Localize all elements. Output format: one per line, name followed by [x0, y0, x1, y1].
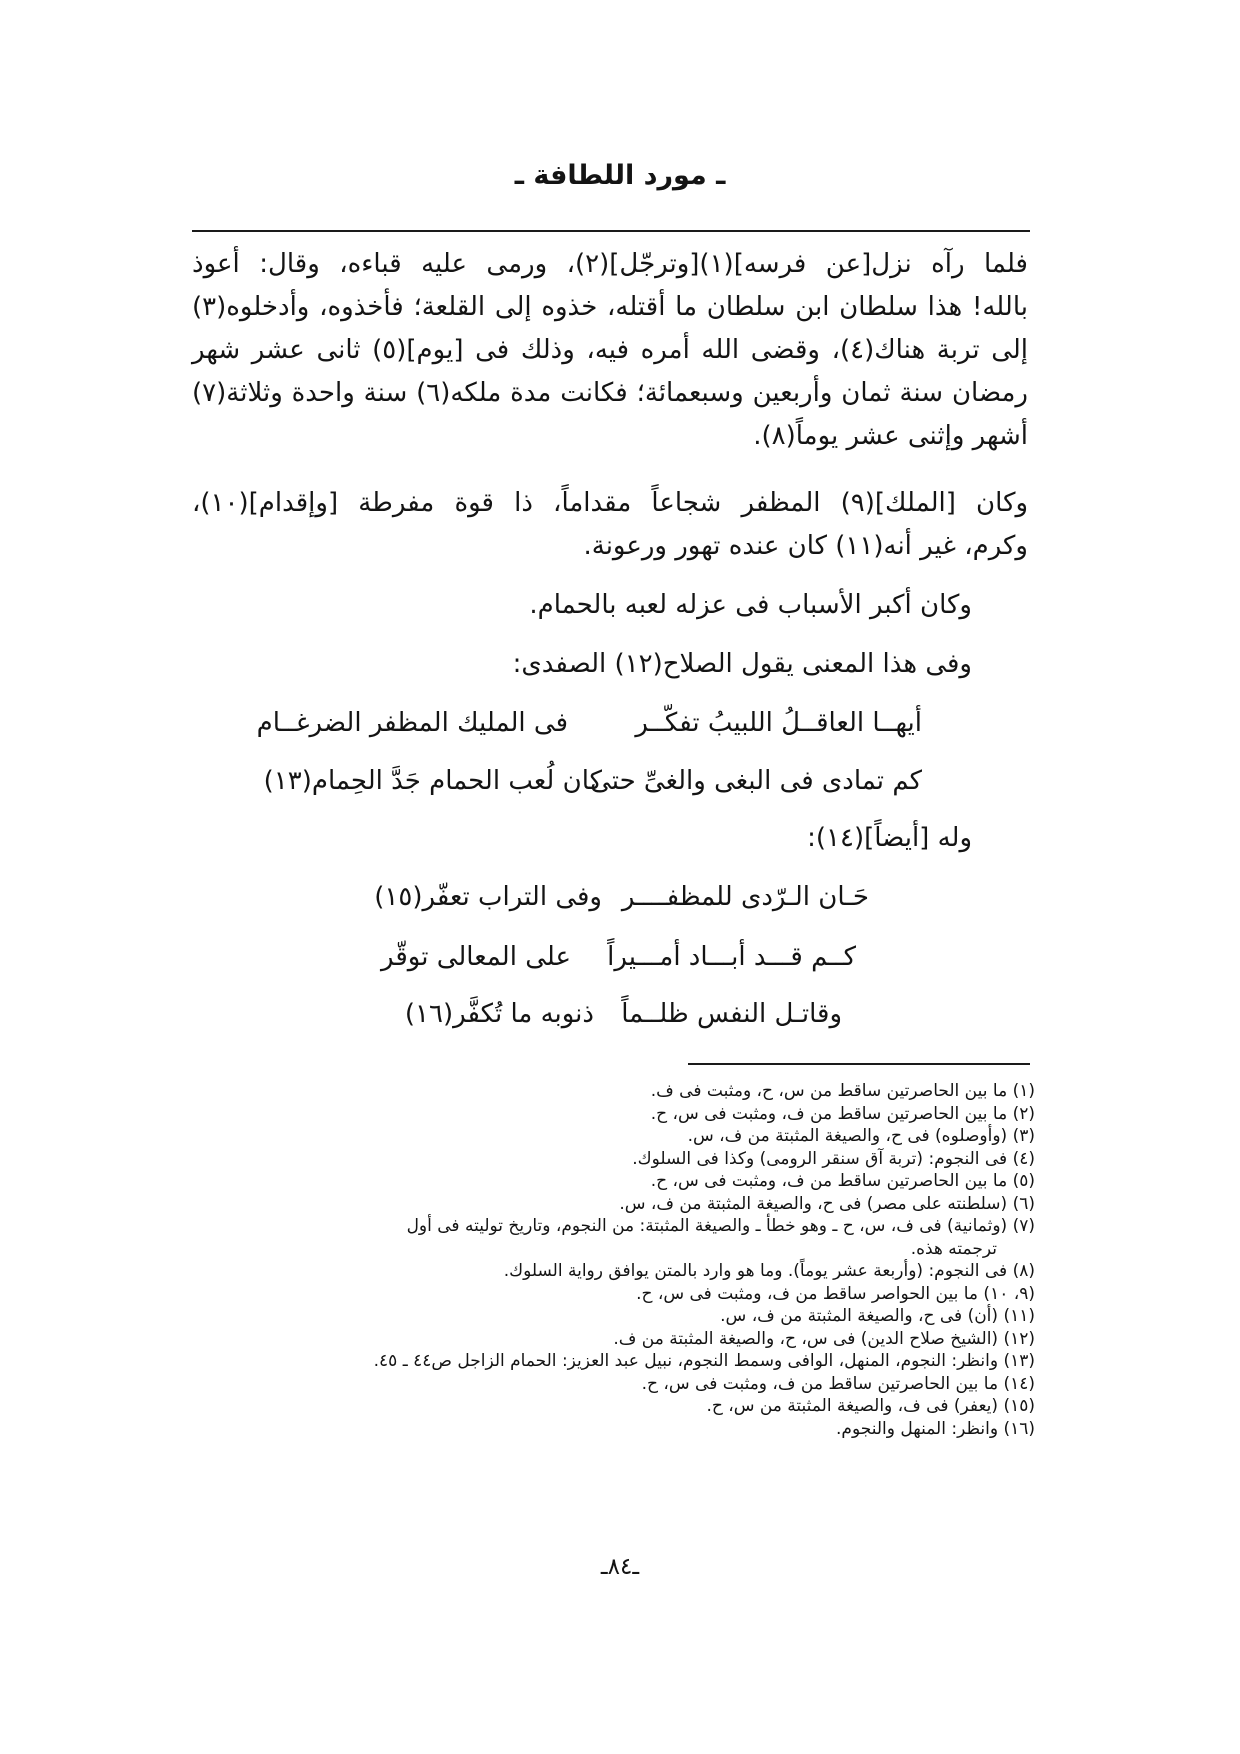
body-line: وفى هذا المعنى يقول الصلاح(١٢) الصفدى:: [512, 649, 972, 679]
footnote: (١٢) (الشيخ صلاح الدين) فى س، ح، والصيغة المثبتة من ف.: [613, 1328, 1035, 1349]
verse-second-hemistich: ذنوبه ما تُكفَّر(١٦): [404, 999, 594, 1029]
header-rule: [192, 230, 1030, 232]
body-line: وله [أيضاً](١٤):: [807, 823, 972, 853]
footnote: (٩، ١٠) ما بين الحواصر ساقط من ف، ومثبت فى س، ح.: [636, 1283, 1035, 1304]
footnotes: [185, 1080, 1035, 1440]
verse-second-hemistich: فى المليك المظفر الضرغــام: [256, 708, 568, 738]
body-line: رمضان سنة ثمان وأربعين وسبعمائة؛ فكانت مدة ملكه(٦) سنة واحدة وثلاثة(٧): [192, 378, 1028, 408]
verse-second-hemistich: على المعالى توقّر: [381, 942, 571, 972]
footnote: (٦) (سلطنته على مصر) فى ح، والصيغة المثبتة من ف، س.: [619, 1193, 1035, 1214]
footnote: (٣) (وأوصلوه) فى ح، والصيغة المثبتة من ف، س.: [687, 1126, 1035, 1146]
footnote: (١٦) وانظر: المنهل والنجوم.: [836, 1418, 1035, 1439]
verse-first-hemistich: كــم قـــد أبـــاد أمـــيراً: [607, 942, 856, 972]
footnote-rule: [688, 1063, 1030, 1065]
body-line: أشهر وإثنى عشر يوماً(٨).: [753, 421, 1028, 451]
body-line: إلى تربة هناك(٤)، وقضى الله أمره فيه، وذلك فى [يوم](٥) ثانى عشر شهر: [192, 335, 1029, 365]
body-line: وكرم، غير أنه(١١) كان عنده تهور ورعونة.: [583, 531, 1028, 561]
footnote: (٤) فى النجوم: (تربة آق سنقر الرومى) وكذا فى السلوك.: [632, 1148, 1035, 1169]
page-number: ـ٨٤ـ: [600, 1554, 640, 1580]
footnote: (١٤) ما بين الحاصرتين ساقط من ف، ومثبت فى س، ح.: [641, 1373, 1035, 1394]
footnote: (١١) (أن) فى ح، والصيغة المثبتة من ف، س.: [720, 1306, 1035, 1326]
verse-first-hemistich: أيهــا العاقــلُ اللبيبُ تفكّــر: [635, 708, 922, 738]
verse-first-hemistich: وقاتـل النفس ظلــماً: [621, 999, 842, 1029]
footnote: (١٣) وانظر: النجوم، المنهل، الوافى وسمط النجوم، نبيل عبد العزيز: الحمام الزاجل ص٤٤ ـ ٤٥.: [373, 1351, 1035, 1371]
footnote-continuation: ترجمته هذه.: [910, 1238, 997, 1259]
footnote: (٥) ما بين الحاصرتين ساقط من ف، ومثبت فى س، ح.: [650, 1171, 1035, 1191]
body-line: وكان [الملك](٩) المظفر شجاعاً مقداماً، ذا قوة مفرطة [وإقدام](١٠)،: [192, 488, 1028, 518]
footnote: (١) ما بين الحاصرتين ساقط من س، ح، ومثبت فى ف.: [650, 1081, 1035, 1101]
verse-second-hemistich: كان لُعب الحمام جَدَّ الحِمام(١٣): [263, 766, 602, 796]
footnote: (٨) فى النجوم: (وأربعة عشر يوماً). وما هو وارد بالمتن يوافق رواية السلوك.: [503, 1261, 1035, 1281]
verse-first-hemistich: حَـان الـرّدى للمظفــــر: [621, 882, 869, 912]
verse-second-hemistich: وفى التراب تعفّر(١٥): [374, 882, 602, 912]
footnote: (٧) (وثمانية) فى ف، س، ح ـ وهو خطأ ـ والصيغة المثبتة: من النجوم، وتاريخ توليته فى أول: [406, 1216, 1035, 1236]
body-line: فلما رآه نزل[عن فرسه](١)[وترجّل](٢)، ورمى عليه قباءه، وقال: أعوذ: [192, 249, 1028, 279]
footnote: (٢) ما بين الحاصرتين ساقط من ف، ومثبت فى س، ح.: [650, 1103, 1035, 1124]
running-head: ـ مورد اللطافة ـ: [514, 160, 726, 191]
verse-first-hemistich: كم تمادى فى البغى والغىِّ حتى: [590, 766, 922, 796]
body-line: وكان أكبر الأسباب فى عزله لعبه بالحمام.: [529, 590, 972, 620]
body-line: بالله! هذا سلطان ابن سلطان ما أقتله، خذوه إلى القلعة؛ فأخذوه، وأدخلوه(٣): [192, 292, 1028, 322]
footnote: (١٥) (يعفر) فى ف، والصيغة المثبتة من س، ح.: [706, 1396, 1035, 1416]
